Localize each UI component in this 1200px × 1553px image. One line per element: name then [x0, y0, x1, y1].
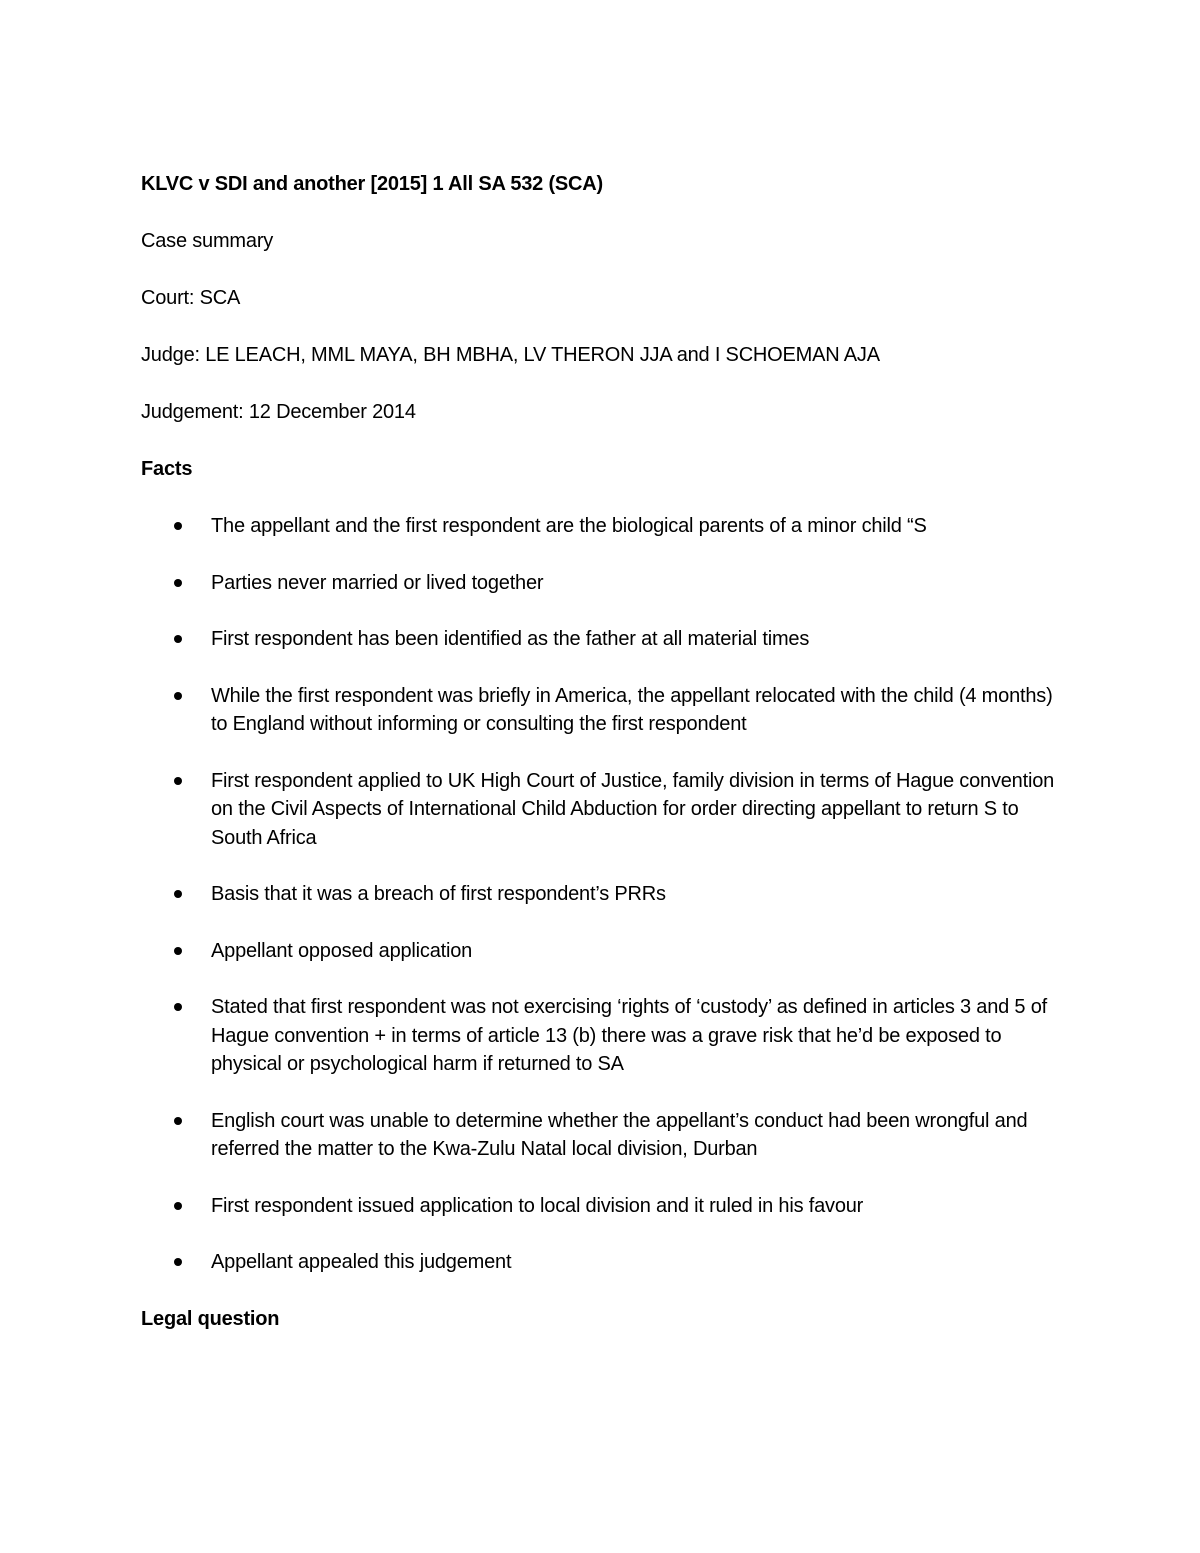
bullet-icon — [174, 692, 182, 700]
list-item: Appellant opposed application — [141, 937, 1071, 966]
court-line: Court: SCA — [141, 287, 241, 309]
judgement-date-line: Judgement: 12 December 2014 — [141, 401, 416, 423]
bullet-icon — [174, 635, 182, 643]
list-item: English court was unable to determine whether the appellant’s conduct had been wrongful and referred the matter to the Kwa-Zulu Natal local division, Durban — [141, 1107, 1071, 1164]
facts-heading: Facts — [141, 458, 193, 480]
list-item: First respondent has been identified as the father at all material times — [141, 625, 1071, 654]
bullet-icon — [174, 1258, 182, 1266]
bullet-icon — [174, 947, 182, 955]
list-item: Basis that it was a breach of first respondent’s PRRs — [141, 880, 1071, 909]
case-summary-label: Case summary — [141, 230, 274, 252]
facts-list — [141, 512, 1071, 1277]
bullet-icon — [174, 1202, 182, 1210]
list-item: The appellant and the first respondent are the biological parents of a minor child “S — [141, 512, 1071, 541]
list-item: Stated that first respondent was not exercising ‘rights of ‘custody’ as defined in articles 3 and 5 of Hague convention + in terms of article 13 (b) there was a grave risk that he’d be exposed to physical or psychological harm if returned to SA — [141, 993, 1071, 1079]
bullet-icon — [174, 1117, 182, 1125]
bullet-icon — [174, 777, 182, 785]
list-item: While the first respondent was briefly in America, the appellant relocated with the child (4 months) to England without informing or consulting the first respondent — [141, 682, 1071, 739]
legal-question-heading: Legal question — [141, 1307, 280, 1330]
list-item: First respondent applied to UK High Court of Justice, family division in terms of Hague convention on the Civil Aspects of International Child Abduction for order directing appellant to return S to South Africa — [141, 767, 1071, 853]
list-item: Appellant appealed this judgement — [141, 1248, 1071, 1277]
bullet-icon — [174, 579, 182, 587]
list-item: First respondent issued application to local division and it ruled in his favour — [141, 1192, 1071, 1221]
bullet-icon — [174, 1003, 182, 1011]
document-body — [141, 170, 1071, 1362]
bullet-icon — [174, 890, 182, 898]
bullet-icon — [174, 522, 182, 530]
list-item: Parties never married or lived together — [141, 569, 1071, 598]
case-title: KLVC v SDI and another [2015] 1 All SA 532 (SCA) — [141, 173, 603, 195]
judge-line: Judge: LE LEACH, MML MAYA, BH MBHA, LV THERON JJA and I SCHOEMAN AJA — [141, 344, 880, 366]
